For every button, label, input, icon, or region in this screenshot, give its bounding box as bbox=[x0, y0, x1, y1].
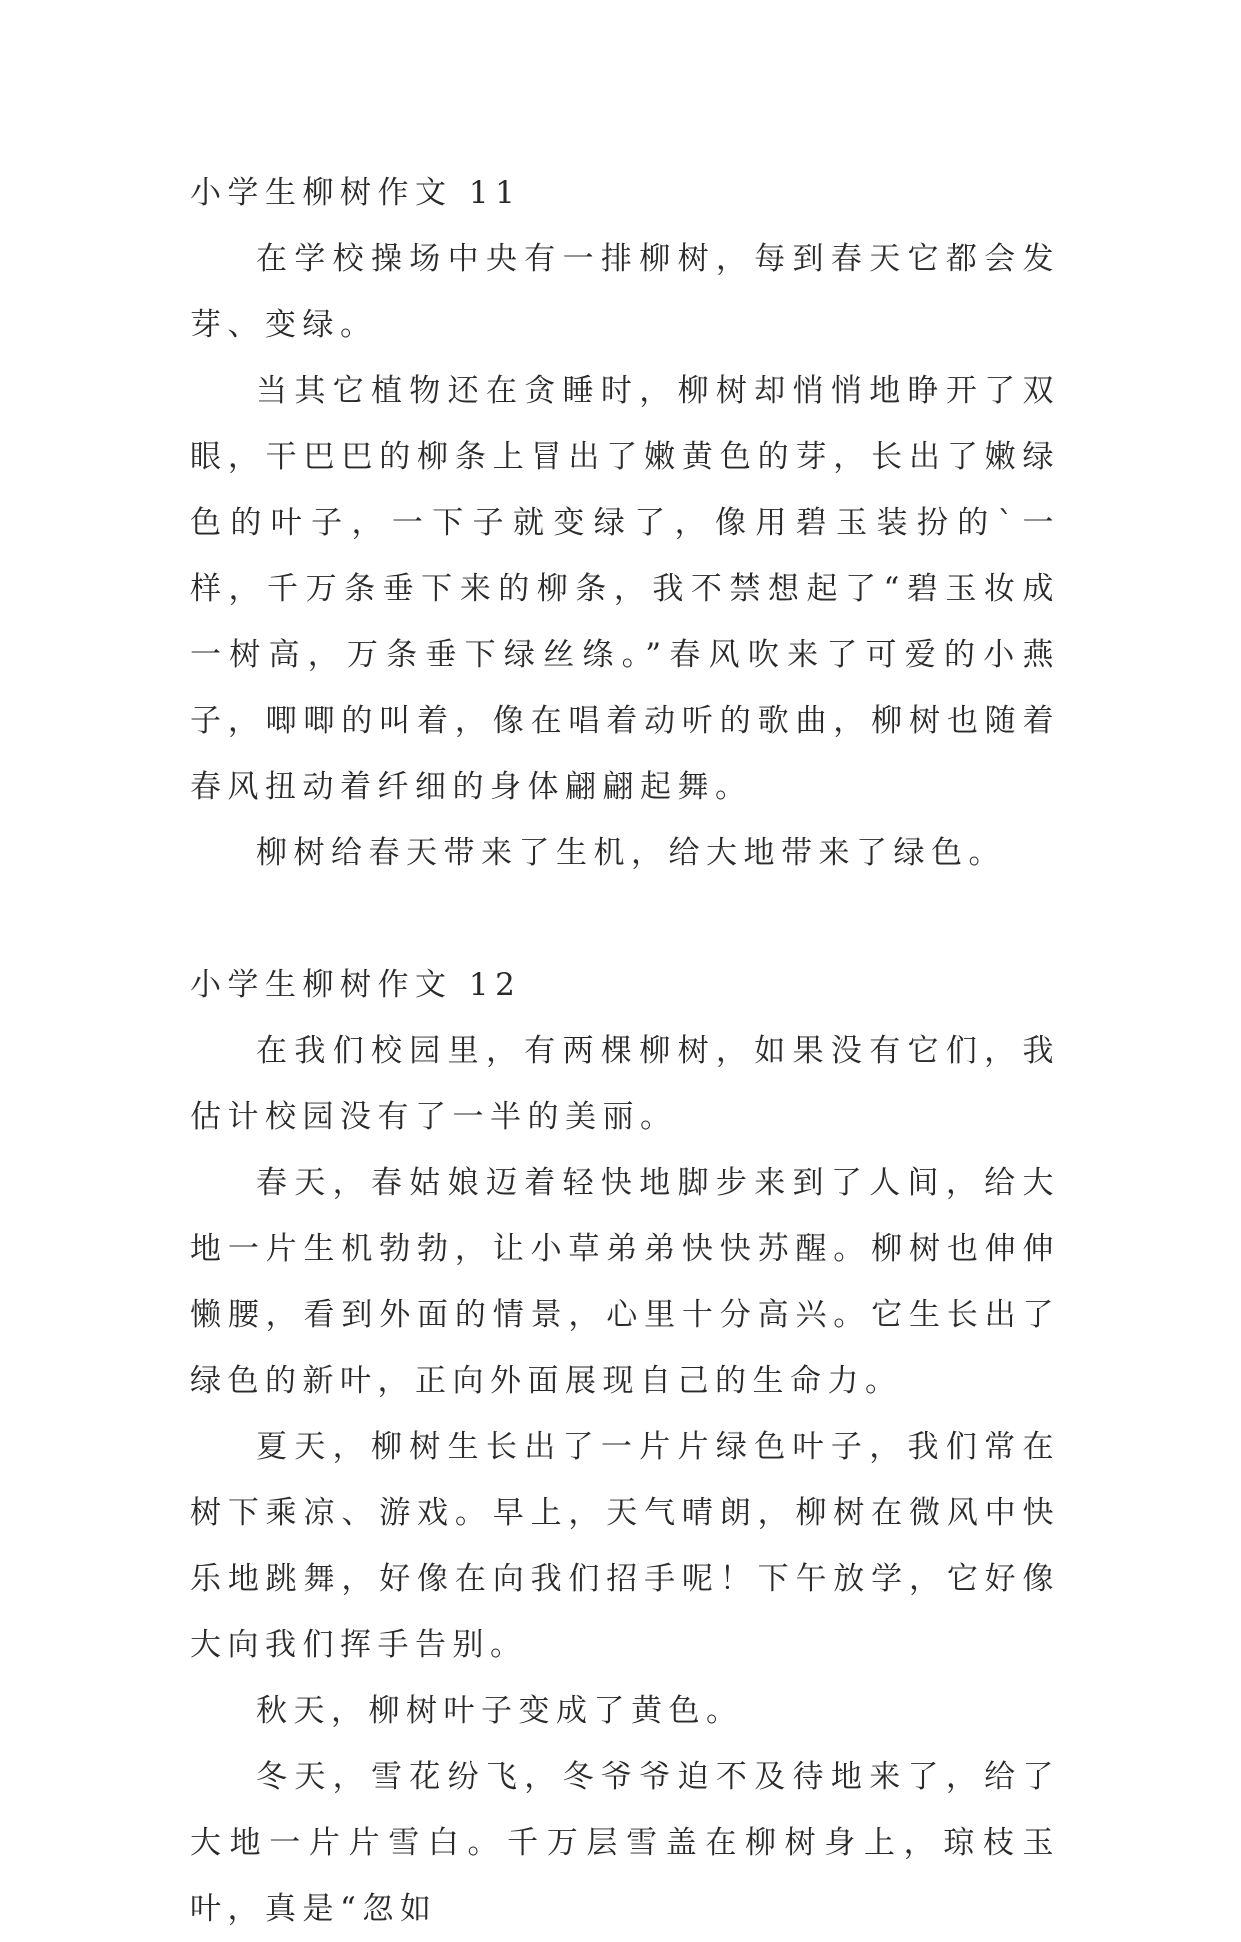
essay-11 bbox=[190, 160, 1060, 886]
essay-12 bbox=[190, 952, 1060, 1942]
paragraph: 冬天，雪花纷飞，冬爷爷迫不及待地来了，给了大地一片片雪白。千万层雪盖在柳树身上，琼枝玉叶，真是“忽如 bbox=[190, 1759, 1060, 1927]
essay-title: 小学生柳树作文 12 bbox=[190, 967, 522, 1003]
paragraph: 柳树给春天带来了生机，给大地带来了绿色。 bbox=[256, 835, 1006, 871]
paragraph: 夏天，柳树生长出了一片片绿色叶子，我们常在树下乘凉、游戏。早上，天气晴朗，柳树在微风中快乐地跳舞，好像在向我们招手呢！下午放学，它好像大向我们挥手告别。 bbox=[190, 1429, 1060, 1663]
section-spacer bbox=[190, 886, 1060, 952]
paragraph: 在我们校园里，有两棵柳树，如果没有它们，我估计校园没有了一半的美丽。 bbox=[190, 1033, 1060, 1135]
paragraph: 春天，春姑娘迈着轻快地脚步来到了人间，给大地一片生机勃勃，让小草弟弟快快苏醒。柳树也伸伸懒腰，看到外面的情景，心里十分高兴。它生长出了绿色的新叶，正向外面展现自己的生命力。 bbox=[190, 1165, 1060, 1399]
paragraph: 秋天，柳树叶子变成了黄色。 bbox=[256, 1693, 744, 1729]
document-body bbox=[190, 160, 1060, 1942]
paragraph: 在学校操场中央有一排柳树，每到春天它都会发芽、变绿。 bbox=[190, 241, 1060, 343]
paragraph: 当其它植物还在贪睡时，柳树却悄悄地睁开了双眼，干巴巴的柳条上冒出了嫩黄色的芽，长出了嫩绿色的叶子，一下子就变绿了，像用碧玉装扮的`一样，千万条垂下来的柳条，我不禁想起了“碧玉妆成一树高，万条垂下绿丝绦。”春风吹来了可爱的小燕子，唧唧的叫着，像在唱着动听的歌曲，柳树也随着春风扭动着纤细的身体翩翩起舞。 bbox=[190, 373, 1060, 805]
essay-title: 小学生柳树作文 11 bbox=[190, 175, 522, 211]
